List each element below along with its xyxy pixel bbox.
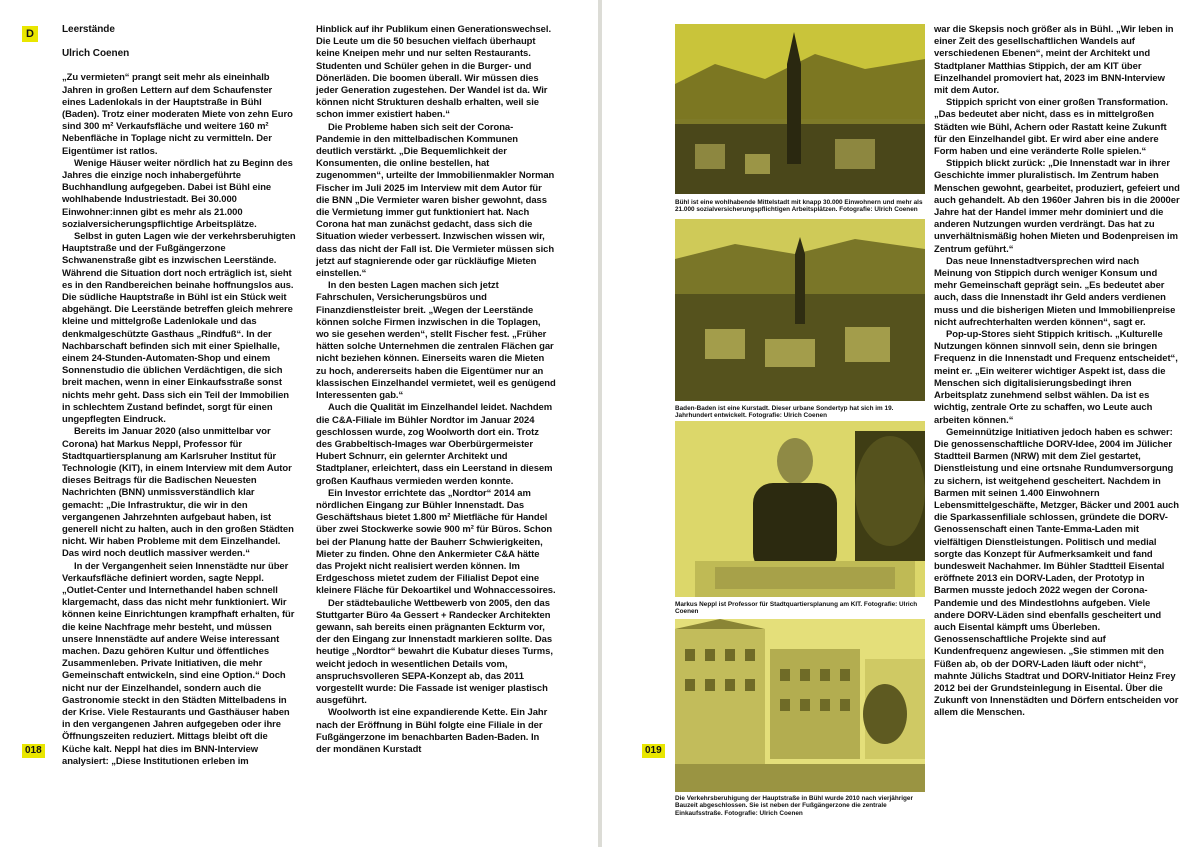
- paragraph: Die Probleme haben sich seit der Corona-Pandemie in den mittelbadischen Kommunen deutlich verstärkt. „Die Bequemlichkeit der Konsumenten, die online bestellen, hat zugenommen“, urteilte der Immobilienmakler Norman Fischer im Juli 2025 im Interview mit dem Autor für die BNN „Die Vermieter waren bisher gewohnt, dass die Vermietung immer gut funktioniert hat. Nach Corona hat man zunächst gedacht, dass sich die Situation wieder verbessert. Inzwischen wissen wir, dass das nicht der Fall ist. Die Vermieter müssen sich jetzt auf stagnierende oder gar rückläufige Mieten einstellen.“: [316, 121, 555, 280]
- paragraph: Gemeinnützige Initiativen jedoch haben es schwer: Die genossenschaftliche DORV-Idee, 2004 im Jülicher Stadtteil Barmen (NRW) mit dem Ziel gestartet, Dienstleistung und eine ortsnahe Rundumversorgung zu sichern, ist weitgehend gescheitert. Nachdem in Barmen mit seinen 1.400 Einwohnern Lebensmittelgeschäfte, Metzger, Bäcker und 2001 auch die Sparkassenfiliale schlossen, gründete die DORV-Genossenschaft einen Tante-Emma-Laden mit vielfältigen Dienstleistungen. Politisch und medial sorgte das Konzept für Aufmerksamkeit und fand bundesweit Nachahmer. Im Bühler Stadtteil Eisental eröffnete 2013 ein DORV-Laden, der Prototyp in Barmen musste jedoch 2022 wegen der Corona-Pandemie und des Mindestlohns aufgeben. Viele andere DORV-Läden sind ebenfalls gescheitert und auch Eisental kämpft ums Überleben. Genossenschaftliche Projekte sind auf Kundenfrequenz angewiesen. „Sie stimmen mit den Füßen ab, ob der DORV-Laden läuft oder nicht“, mahnte Jülichs Stadtrat und DORV-Initiator Heinz Frey 2012 bei der Grundsteinlegung in Eisental. Über die Zukunft von Innenstädten und Dörfern entscheiden vor allem die Menschen.: [934, 426, 1179, 719]
- paragraph: In der Vergangenheit seien Innenstädte nur über Verkaufsfläche definiert worden, sagte Neppl. „Outlet-Center und Internethandel haben schnell klargemacht, dass das nicht mehr funktioniert. Wir können keine Einrichtungen krampfhaft erhalten, für die keine Nachfrage mehr besteht, und müssen unsere Innenstädte auf andere Weise interessant machen. Dazu gehören Kultur und öffentliches Zusammenleben. Private Initiativen, die mehr Gemeinschaft entwickeln, sind eine Option.“ Doch nicht nur der Einzelhandel, sondern auch die Gastronomie steckt in den Städten Mittelbadens in der Krise. Viele Restaurants und Gasthäuser haben in den vergangenen Jahren aufgegeben oder ihre Öffnungszeiten reduziert. Mittags bleibt oft die Küche kalt. Neppl hat dies im BNN-Interview analysiert: „Diese Institutionen erleben im: [62, 560, 295, 767]
- photo-caption: Bühl ist eine wohlhabende Mittelstadt mit knapp 30.000 Einwohnern und mehr als 21.000 sozialversicherungspflichtigen Arbeitsplätzen. Fotografie: Ulrich Coenen: [675, 199, 923, 214]
- photo-caption: Die Verkehrsberuhigung der Hauptstraße in Bühl wurde 2010 nach vierjähriger Bauzeit abgeschlossen. Sie ist neben der Fußgängerzone die zentrale Einkaufsstraße. Fotografie: Ulrich Coenen: [675, 795, 913, 817]
- section-badge: D: [22, 26, 38, 42]
- photo-caption: Baden-Baden ist eine Kurstadt. Dieser urbane Sondertyp hat sich im 19. Jahrhundert entwickelt. Fotografie: Ulrich Coenen: [675, 405, 894, 420]
- photo-caption: Markus Neppl ist Professor für Stadtquartiersplanung am KIT. Fotografie: Ulrich Coenen: [675, 601, 918, 616]
- paragraph: Auch die Qualität im Einzelhandel leidet. Nachdem die C&A-Filiale im Bühler Nordtor im Januar 2024 geschlossen wurde, zog Woolworth dort ein. Trotz des Grabbeltisch-Images war Oberbürgermeister Hubert Schnurr, ein gelernter Architekt und Stadtplaner, erleichtert, dass ein Leerstand in diesem großen Kaufhaus vermieden werden konnte.: [316, 402, 553, 487]
- paragraph: Pop-up-Stores sieht Stippich kritisch. „Kulturelle Nutzungen können sinnvoll sein, denn sie bringen Frequenz in die Innenstadt und Frequenz entscheidet“, meint er. „Ein weiterer wichtiger Aspekt ist, dass die Menschen sich digitalisierungsbedingt ihren Arbeitsplatz zunehmend selbst wählen. Da ist es wichtig, zentrale Orte zu schaffen, wo Leute auch arbeiten können.“: [934, 329, 1178, 426]
- paragraph: Stippich blickt zurück: „Die Innenstadt war in ihrer Geschichte immer pluralistisch. Im Zentrum haben Menschen gewohnt, gearbeitet, produziert, gefeiert und auch gehandelt. Ab den 1960er Jahren bis in die 2000er Jahre hat der Handel immer mehr dominiert und die anderen Nutzungen wurden verdrängt. Das hat zu unverhältnismäßig hohen Mieten und Bodenpreisen im Zentrum geführt.“: [934, 158, 1180, 255]
- paragraph: Woolworth ist eine expandierende Kette. Ein Jahr nach der Eröffnung in Bühl folgte eine Filiale in der Fußgängerzone im benachbarten Baden-Baden. In der mondänen Kurstadt: [316, 707, 548, 755]
- page-number-right: 019: [642, 744, 665, 758]
- paragraph: Stippich spricht von einer großen Transformation. „Das bedeutet aber nicht, dass es in mittelgroßen Städten wie Bühl, Achern oder Rastatt keine Zukunft für den Einzelhandel gibt. Er wird aber eine andere Form haben und eine veränderte Rolle spielen.“: [934, 97, 1168, 158]
- paragraph: In den besten Lagen machen sich jetzt Fahrschulen, Versicherungsbüros und Finanzdienstleister breit. „Wegen der Leerstände können solche Firmen inzwischen in die Toplagen, wo sie gesehen werden“, stellt Fischer fest. „Früher hätten solche Unternehmen die zentralen Flächen gar nicht beziehen können. Einerseits waren die Mieten zu hoch, andererseits haben die Eigentümer nur an klassischen Einzelhandel vermietet, weil es genügend Interessenten gab.“: [316, 280, 556, 402]
- page-number-left: 018: [22, 744, 45, 758]
- photo-buehl-church: [675, 24, 925, 194]
- article-column-3: [934, 24, 1180, 720]
- article-author: Ulrich Coenen: [62, 48, 130, 60]
- left-page: [0, 0, 598, 847]
- paragraph: Ein Investor errichtete das „Nordtor“ 2014 am nördlichen Eingang zur Bühler Innenstadt. Das Geschäftshaus bietet 1.800 m² Mietfläche für Handel über zwei Stockwerke sowie 900 m² für Büros. Schon bei der Planung hatte der Bauherr Schwierigkeiten, Mieter zu finden. Ohne den Ankermieter C&A hätte das Projekt nicht realisiert werden können. Im Erdgeschoss mietet zudem der Filialist Depot eine kleinere Fläche für Dekoartikel und Wohnaccessoires.: [316, 487, 556, 597]
- paragraph: Der städtebauliche Wettbewerb von 2005, den das Stuttgarter Büro 4a Gessert + Randecker Architekten gewann, sah bereits einen prägnanten Eckturm vor, der den Eingang zur Innenstadt markieren sollte. Das heutige „Nordtor“ bewahrt die Kubatur dieses Turms, weicht jedoch in wesentlichen Details vom, anspruchsvolleren SEPA-Konzept ab, das 2011 vorgestellt wurde: Die Fassade ist weniger plastisch ausgeführt.: [316, 597, 553, 707]
- article-title: Leerstände: [62, 24, 115, 35]
- paragraph: war die Skepsis noch größer als in Bühl. „Wir leben in einer Zeit des gesellschaftlichen Wandels auf verschiedenen Ebenen“, meint der Architekt und Stadtplaner Matthias Stippich, der am KIT über Einzelhandel promoviert hat, 2023 im BNN-Interview mit dem Autor.: [934, 24, 1174, 97]
- paragraph: Selbst in guten Lagen wie der verkehrsberuhigten Hauptstraße und der Fußgängerzone Schwanenstraße gibt es inzwischen Leerstände. Während die Situation dort noch erträglich ist, sieht es in den Randbereichen beinahe hoffnungslos aus. Die südliche Hauptstraße in Bühl ist ein Stück weit abgehängt. Die Leerstände betreffen gleich mehrere kleine und mittelgroße Ladenlokale und das denkmalgeschützte Gasthaus „Rindfuß“. In der Nachbarschaft befinden sich mit einer Spielhalle, einem 24-Stunden-Automaten-Shop und einem Sonnenstudio die üblichen Verdächtigen, die sich breit machen, wenn in einer Einkaufsstraße sonst nichts mehr geht. Dass sich ein Teil der Immobilien in schlechtem Zustand befindet, sorgt für einen ungepflegten Eindruck.: [62, 231, 296, 426]
- paragraph: Das neue Innenstadtversprechen wird nach Meinung von Stippich durch weniger Konsum und mehr Gemeinschaft geprägt sein. „Es bedeutet aber auch, dass die Innenstadt ihr Geld anders verdienen muss und die bisherigen Mieten und Immobilienpreise nicht aufrechterhalten werden können“, sagt er.: [934, 255, 1176, 328]
- paragraph: „Zu vermieten“ prangt seit mehr als eineinhalb Jahren in großen Lettern auf dem Schaufenster eines Ladenlokals in der Hauptstraße in Bühl (Baden). Trotz einer moderaten Miete von zehn Euro sind 300 m² Verkaufsfläche und weitere 160 m² Nebenfläche in Toplage nicht zu vermitteln. Der Eigentümer ist ratlos.: [62, 72, 293, 157]
- paragraph: Bereits im Januar 2020 (also unmittelbar vor Corona) hat Markus Neppl, Professor für Stadtquartiersplanung am Karlsruher Institut für Technologie (KIT), in einem Interview mit dem Autor dieses Beitrags für die Badischen Neuesten Nachrichten (BNN) unmissverständlich klar gemacht: „Die Infrastruktur, die wir in den vergangenen Jahrzehnten aufgebaut haben, ist generell nicht zu halten, auch in den großen Städten nicht. Wir haben Probleme mit dem Einzelhandel. Das wird noch deutlich massiver werden.“: [62, 426, 294, 560]
- paragraph: Hinblick auf ihr Publikum einen Generationswechsel. Die Leute um die 50 besuchen vielfach überhaupt keine Kneipen mehr und nur selten Restaurants. Studenten und Schüler gehen in die Burger- und Dönerläden. Die boomen überall. Wir müssen dies jeder Generation zugestehen. Der Wandel ist da. Wir können nicht Strukturen deshalb erhalten, weil sie schon immer existiert haben.“: [316, 24, 552, 121]
- article-column-1: [62, 24, 298, 768]
- paragraph: Wenige Häuser weiter nördlich hat zu Beginn des Jahres die einzige noch inhabergeführte Buchhandlung aufgegeben. Dabei ist Bühl eine wohlhabende Industriestadt. Bei 30.000 Einwohner:innen gibt es mehr als 21.000 sozialversicherungspflichtige Arbeitsplätze.: [62, 157, 293, 230]
- photo-markus-neppl: [675, 421, 925, 597]
- article-column-2: [316, 24, 556, 756]
- photo-hauptstrasse: [675, 619, 925, 792]
- photo-baden-baden: [675, 219, 925, 401]
